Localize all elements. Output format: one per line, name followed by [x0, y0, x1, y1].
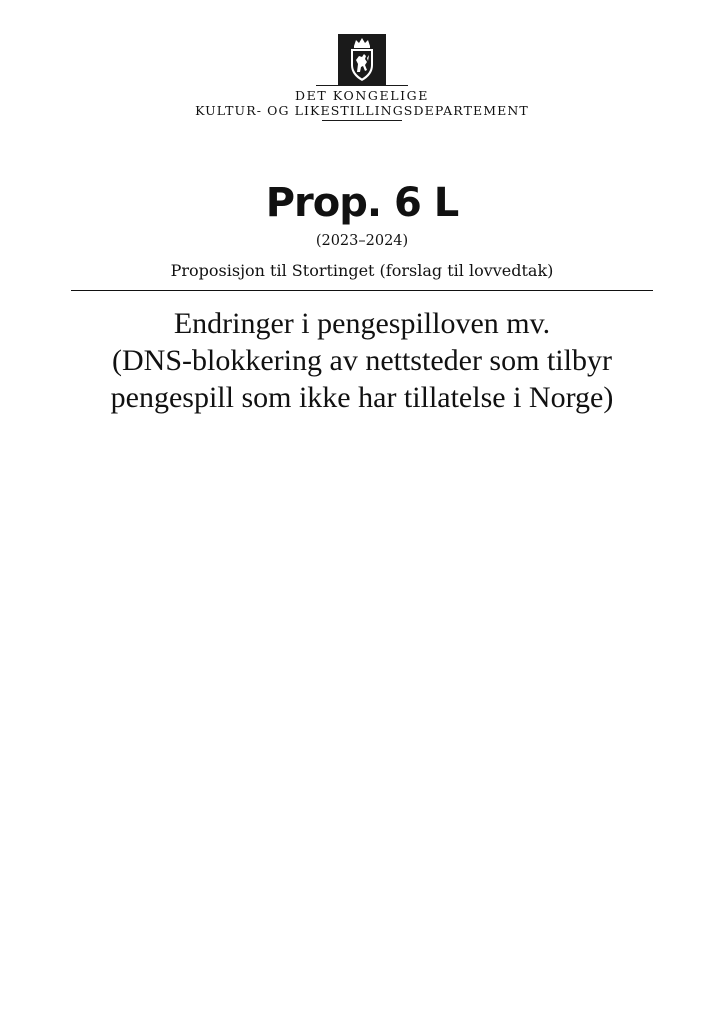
document-title-line: (DNS-blokkering av nettsteder som tilbyr — [112, 344, 612, 377]
document-title — [0, 305, 724, 416]
document-title-line: Endringer i pengespilloven mv. — [173, 307, 551, 340]
header-rule-bottom — [322, 120, 402, 121]
department-name-line1: DET KONGELIGE — [295, 88, 429, 103]
title-divider — [71, 290, 653, 291]
session-years: (2023–2024) — [315, 233, 409, 249]
department-name-line2: KULTUR- OG LIKESTILLINGSDEPARTEMENT — [195, 103, 529, 118]
proposition-title: Prop. 6 L — [265, 180, 459, 226]
document-title-line: pengespill som ikke har tillatelse i Norge) — [110, 381, 614, 414]
coat-of-arms-icon — [338, 34, 386, 85]
proposition-subtitle: Proposisjon til Stortinget (forslag til lovvedtak) — [170, 261, 554, 280]
header-rule-top — [316, 85, 408, 86]
